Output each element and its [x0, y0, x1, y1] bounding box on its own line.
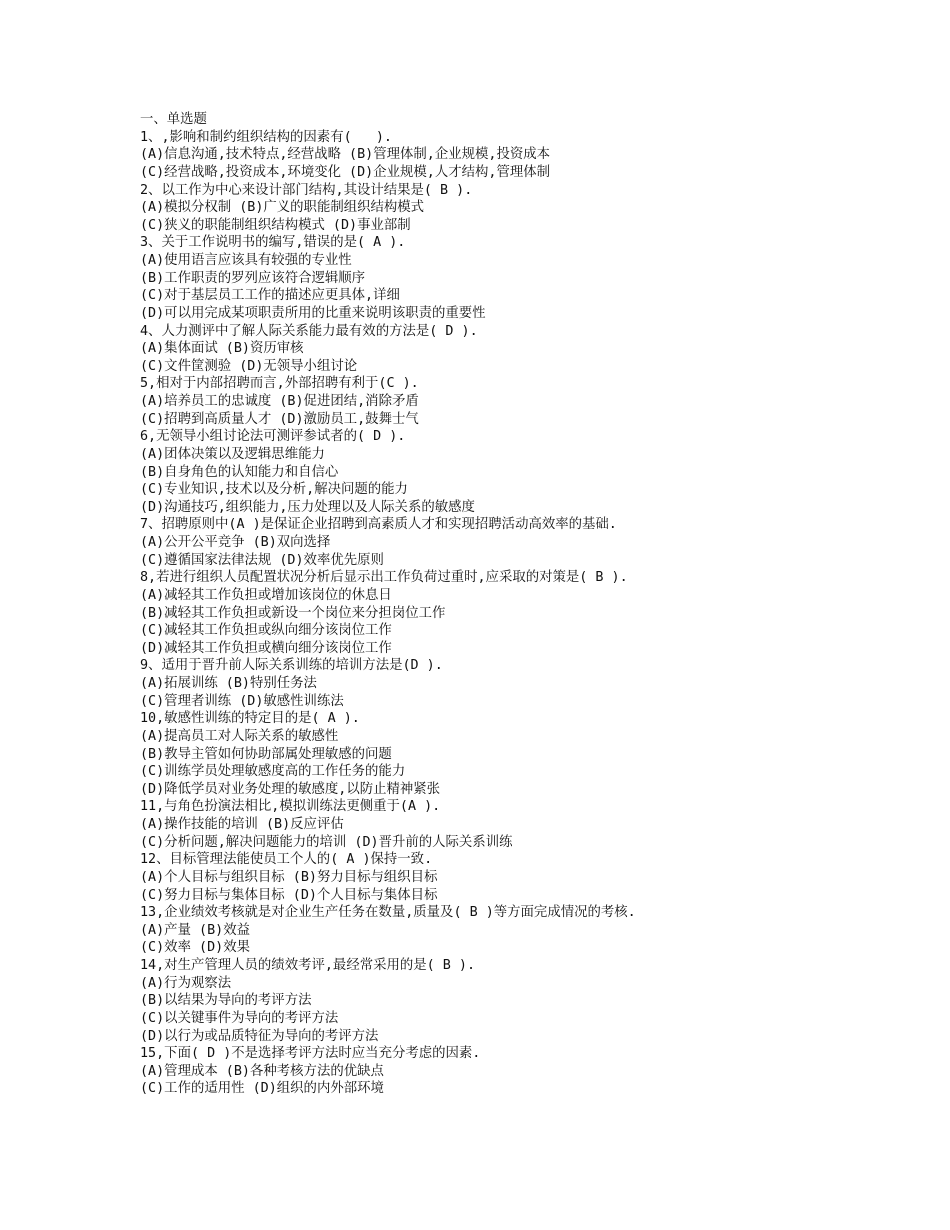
question-10-option-c: (C)训练学员处理敏感度高的工作任务的能力	[140, 764, 406, 780]
question-4-options-ab: (A)集体面试 (B)资历审核	[140, 341, 304, 357]
question-13-options-ab: (A)产量 (B)效益	[140, 922, 250, 938]
question-7-options-cd: (C)遵循国家法律法规 (D)效率优先原则	[140, 552, 384, 568]
question-9-options-cd: (C)管理者训练 (D)敏感性训练法	[140, 693, 344, 709]
question-14-option-b: (B)以结果为导向的考评方法	[140, 993, 312, 1009]
question-14-option-a: (A)行为观察法	[140, 975, 232, 991]
question-13-options-cd: (C)效率 (D)效果	[140, 940, 250, 956]
question-8-option-a: (A)减轻其工作负担或增加该岗位的休息日	[140, 587, 392, 603]
question-6: 6,无领导小组讨论法可测评参试者的( D ).	[140, 429, 406, 445]
question-9: 9、适用于晋升前人际关系训练的培训方法是(D ).	[140, 658, 443, 674]
question-14-option-d: (D)以行为或品质特征为导向的考评方法	[140, 1028, 379, 1044]
question-10-option-d: (D)降低学员对业务处理的敏感度,以防止精神紧张	[140, 781, 441, 797]
question-5-options-cd: (C)招聘到高质量人才 (D)激励员工,鼓舞士气	[140, 411, 419, 427]
question-4-options-cd: (C)文件筐测验 (D)无领导小组讨论	[140, 358, 358, 374]
question-14: 14,对生产管理人员的绩效考评,最经常采用的是( B ).	[140, 958, 476, 973]
question-10-option-b: (B)教导主管如何协助部属处理敏感的问题	[140, 746, 392, 762]
question-15-options-ab: (A)管理成本 (B)各种考核方法的优缺点	[140, 1063, 384, 1079]
question-10-option-a: (A)提高员工对人际关系的敏感性	[140, 728, 339, 744]
question-13: 13,企业绩效考核就是对企业生产任务在数量,质量及( B )等方面完成情况的考核.	[140, 905, 636, 921]
question-7-options-ab: (A)公开公平竞争 (B)双向选择	[140, 535, 331, 550]
question-8-option-b: (B)减轻其工作负担或新设一个岗位来分担岗位工作	[140, 605, 446, 621]
question-8: 8,若进行组织人员配置状况分析后显示出工作负荷过重时,应采取的对策是( B ).	[140, 570, 628, 586]
question-11-options-ab: (A)操作技能的培训 (B)反应评估	[140, 817, 344, 832]
question-1: 1、,影响和制约组织结构的因素有( ).	[140, 129, 392, 145]
question-10: 10,敏感性训练的特定目的是( A ).	[140, 711, 360, 727]
question-6-option-b: (B)自身角色的认知能力和自信心	[140, 464, 339, 480]
question-list	[140, 111, 920, 1098]
question-12: 12、目标管理法能使员工个人的( A )保持一致.	[140, 852, 433, 868]
question-5-options-ab: (A)培养员工的忠诚度 (B)促进团结,消除矛盾	[140, 394, 419, 409]
question-2-options-ab: (A)模拟分权制 (B)广义的职能制组织结构模式	[140, 200, 425, 216]
question-3-option-d: (D)可以用完成某项职责所用的比重来说明该职责的重要性	[140, 305, 486, 321]
question-6-option-d: (D)沟通技巧,组织能力,压力处理以及人际关系的敏感度	[140, 499, 475, 515]
question-8-option-c: (C)减轻其工作负担或纵向细分该岗位工作	[140, 623, 392, 639]
question-15-options-cd: (C)工作的适用性 (D)组织的内外部环境	[140, 1081, 384, 1097]
question-2-options-cd: (C)狭义的职能制组织结构模式 (D)事业部制	[140, 217, 411, 233]
question-14-option-c: (C)以关键事件为导向的考评方法	[140, 1010, 339, 1026]
question-12-options-cd: (C)努力目标与集体目标 (D)个人目标与集体目标	[140, 887, 438, 903]
question-6-option-c: (C)专业知识,技术以及分析,解决问题的能力	[140, 482, 408, 498]
question-8-option-d: (D)减轻其工作负担或横向细分该岗位工作	[140, 640, 392, 656]
question-3: 3、关于工作说明书的编写,错误的是( A ).	[140, 235, 406, 251]
question-1-options-cd: (C)经营战略,投资成本,环境变化 (D)企业规模,人才结构,管理体制	[140, 164, 551, 180]
question-11: 11,与角色扮演法相比,模拟训练法更侧重于(A ).	[140, 799, 441, 815]
question-1-options-ab: (A)信息沟通,技术特点,经营战略 (B)管理体制,企业规模,投资成本	[140, 147, 551, 163]
question-3-option-b: (B)工作职责的罗列应该符合逻辑顺序	[140, 270, 366, 286]
question-6-option-a: (A)团体决策以及逻辑思维能力	[140, 446, 325, 462]
question-3-option-a: (A)使用语言应该具有较强的专业性	[140, 253, 352, 268]
question-4: 4、人力测评中了解人际关系能力最有效的方法是( D ).	[140, 323, 478, 339]
question-15: 15,下面( D )不是选择考评方法时应当充分考虑的因素.	[140, 1046, 481, 1062]
question-3-option-c: (C)对于基层员工工作的描述应更具体,详细	[140, 288, 400, 304]
question-12-options-ab: (A)个人目标与组织目标 (B)努力目标与组织目标	[140, 869, 438, 885]
question-5: 5,相对于内部招聘而言,外部招聘有利于(C ).	[140, 376, 419, 392]
question-11-options-cd: (C)分析问题,解决问题能力的培训 (D)晋升前的人际关系训练	[140, 834, 513, 850]
question-2: 2、以工作为中心来设计部门结构,其设计结果是( B ).	[140, 182, 473, 198]
section-heading: 一、单选题	[140, 112, 207, 127]
question-7: 7、招聘原则中(A )是保证企业招聘到高素质人才和实现招聘活动高效率的基础.	[140, 517, 617, 533]
question-9-options-ab: (A)拓展训练 (B)特别任务法	[140, 676, 317, 691]
